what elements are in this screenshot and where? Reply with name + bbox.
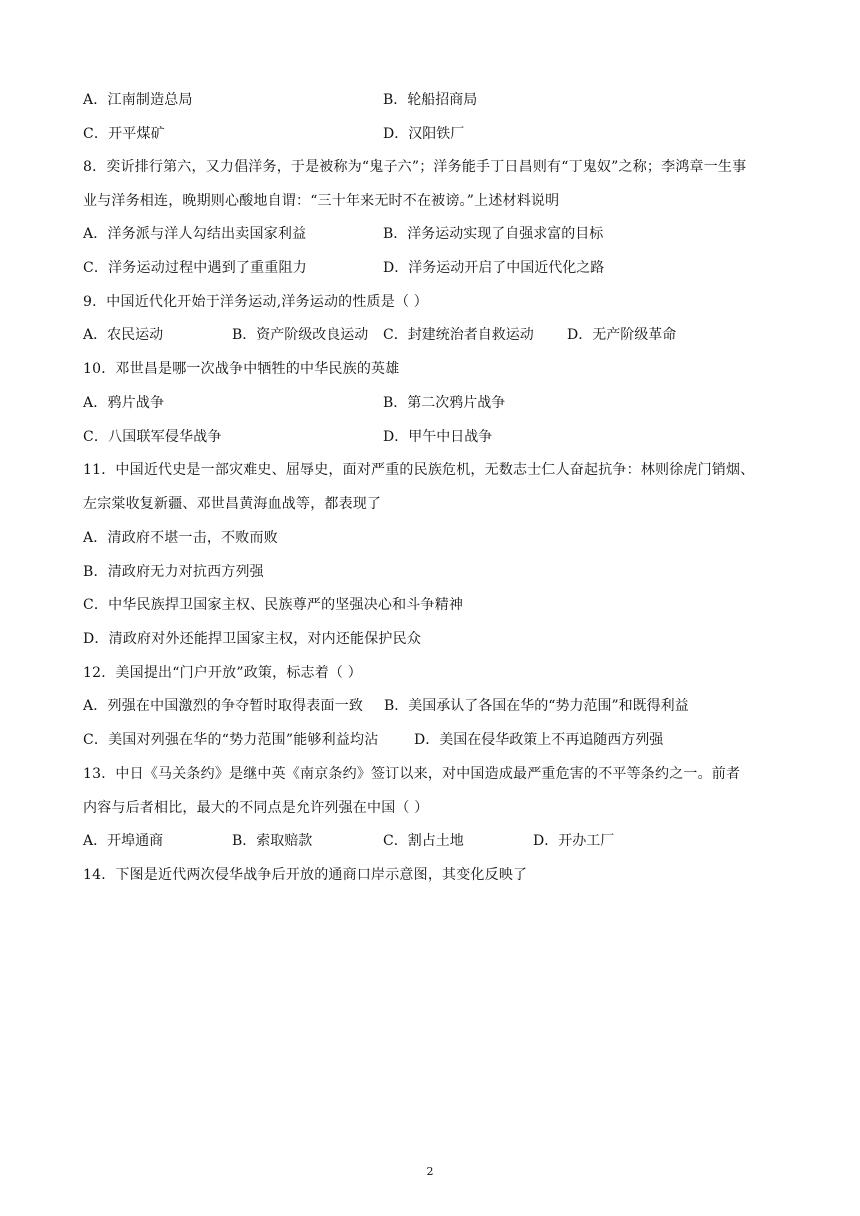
q12-option-b: B．美国承认了各国在华的“势力范围”和既得利益 (384, 698, 689, 714)
q7-option-c: C．开平煤矿 (83, 126, 165, 142)
q10-option-d: D．甲午中日战争 (383, 429, 493, 445)
q7-option-d: D．汉阳铁厂 (383, 126, 465, 142)
q8-stem-line1: 8．奕䜣排行第六，又力倡洋务，于是被称为“鬼子六”；洋务能手丁日昌则有“丁鬼奴”之称；李鸿章一生事 (83, 159, 747, 175)
q10-option-b: B．第二次鸦片战争 (383, 395, 506, 411)
q12-option-a: A．列强在中国激烈的争夺暂时取得表面一致 (83, 698, 364, 714)
q8-option-b: B．洋务运动实现了自强求富的目标 (383, 226, 604, 242)
q13-option-d: D．开办工厂 (533, 833, 615, 849)
q9-option-b: B．资产阶级改良运动 (232, 327, 369, 343)
q12-option-d: D．美国在侵华政策上不再追随西方列强 (414, 732, 664, 748)
q10-option-a: A．鸦片战争 (83, 395, 165, 411)
q11-option-b: B．清政府无力对抗西方列强 (83, 564, 264, 580)
q11-stem-line2: 左宗棠收复新疆、邓世昌黄海血战等，都表现了 (83, 496, 382, 512)
q8-option-a: A．洋务派与洋人勾结出卖国家利益 (83, 226, 307, 242)
q11-option-c: C．中华民族捍卫国家主权、民族尊严的坚强决心和斗争精神 (83, 597, 464, 613)
q13-option-b: B．索取赔款 (232, 833, 313, 849)
q13-option-c: C．割占土地 (383, 833, 464, 849)
q9-option-c: C．封建统治者自救运动 (383, 327, 534, 343)
q9-option-a: A．农民运动 (83, 327, 164, 343)
q7-option-a: A．江南制造总局 (83, 92, 193, 108)
q11-option-a: A．清政府不堪一击，不败而败 (83, 530, 278, 546)
q11-stem-line1: 11．中国近代史是一部灾难史、屈辱史，面对严重的民族危机，无数志士仁人奋起抗争：林则徐虎门销烟、 (83, 462, 755, 478)
q12-stem: 12．美国提出“门户开放”政策，标志着（ ） (83, 665, 362, 681)
q8-option-d: D．洋务运动开启了中国近代化之路 (383, 260, 605, 276)
q13-option-a: A．开埠通商 (83, 833, 164, 849)
q13-stem-line1: 13．中日《马关条约》是继中英《南京条约》签订以来，对中国造成最严重危害的不平等条约之一。前者 (83, 766, 741, 782)
q10-option-c: C．八国联军侵华战争 (83, 429, 222, 445)
q14-stem: 14．下图是近代两次侵华战争后开放的通商口岸示意图，其变化反映了 (83, 867, 528, 883)
q7-option-b: B．轮船招商局 (383, 92, 478, 108)
q9-stem: 9．中国近代化开始于洋务运动,洋务运动的性质是（ ） (83, 294, 429, 310)
page-number: 2 (426, 1165, 434, 1178)
q11-option-d: D．清政府对外还能捍卫国家主权，对内还能保护民众 (83, 631, 422, 647)
q8-stem-line2: 业与洋务相连，晚期则心酸地自谓：“三十年来无时不在被谤。”上述材料说明 (83, 193, 560, 209)
q13-stem-line2: 内容与后者相比，最大的不同点是允许列强在中国（ ） (83, 800, 429, 816)
q12-option-c: C．美国对列强在华的“势力范围”能够利益均沾 (83, 732, 379, 748)
q9-option-d: D．无产阶级革命 (567, 327, 677, 343)
q10-stem: 10．邓世昌是哪一次战争中牺牲的中华民族的英雄 (83, 361, 400, 377)
q8-option-c: C．洋务运动过程中遇到了重重阻力 (83, 260, 307, 276)
